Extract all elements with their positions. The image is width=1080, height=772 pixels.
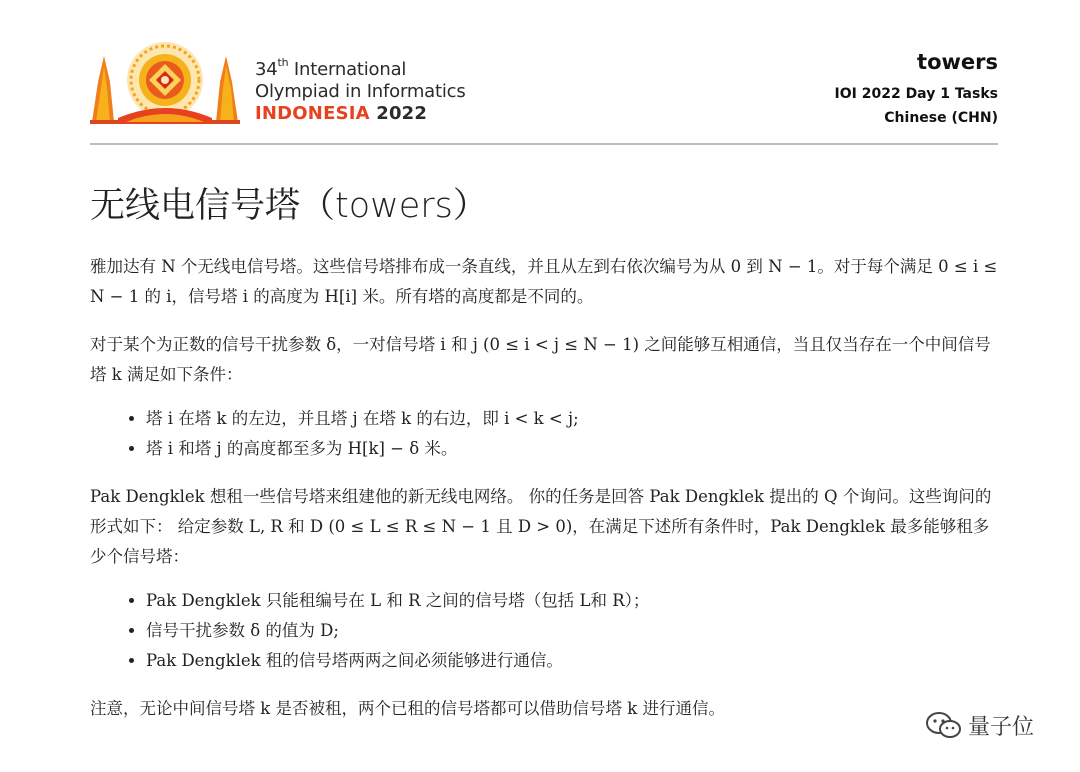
logo-line-3: INDONESIA 2022: [255, 103, 428, 124]
list-item: • 信号干扰参数 δ 的值为 D;: [146, 616, 1005, 646]
paragraph-communication: 对于某个为正数的信号干扰参数 δ，一对信号塔 i 和 j (0 ≤ i < j ≤ N − 1) 之间能够互相通信，当且仅当存在一个中间信号塔 k 满足如下条件：: [90, 335, 991, 384]
header: [90, 38, 998, 142]
list-item: • Pak Dengklek 只能租编号在 L 和 R 之间的信号塔（包括 L和 R）；: [146, 586, 1005, 616]
watermark-text: 量子位: [968, 715, 1035, 740]
logo-line-1: 34th International: [255, 56, 407, 80]
task-language: Chinese (CHN): [884, 110, 998, 126]
watermark: [920, 708, 1060, 744]
paragraph-queries: Pak Dengklek 想租一些信号塔来组建他的新无线电网络。 你的任务是回答 Pak Dengklek 提出的 Q 个询问。这些询问的形式如下： 给定参数 L, R 和 D (0 ≤ L ≤ R ≤ N − 1 且 D > 0)，在满足下述所有条件时，Pak Dengklek 最多能够租多少个信号塔：: [90, 487, 992, 566]
task-name: towers: [917, 50, 998, 74]
header-divider: [90, 143, 998, 145]
page-title: 无线电信号塔（towers）: [90, 186, 488, 226]
task-info: [835, 50, 998, 130]
logo-line-2: Olympiad in Informatics: [255, 81, 466, 102]
list-item: • 塔 i 和塔 j 的高度都至多为 H[k] − δ 米。: [146, 434, 1005, 464]
logo-text: [255, 54, 466, 125]
query-condition-list: [90, 586, 1005, 676]
wechat-icon: [924, 710, 964, 742]
condition-list: [90, 404, 1005, 464]
list-item: • 塔 i 在塔 k 的左边，并且塔 j 在塔 k 的右边，即 i < k < j;: [146, 404, 1005, 434]
problem-statement: [90, 252, 1005, 742]
paragraph-intro: 雅加达有 N 个无线电信号塔。这些信号塔排布成一条直线，并且从左到右依次编号为从 0 到 N − 1。对于每个满足 0 ≤ i ≤ N − 1 的 i，信号塔 i 的高度为 H[i] 米。所有塔的高度都是不同的。: [90, 257, 998, 306]
paragraph-note: 注意，无论中间信号塔 k 是否被租，两个已租的信号塔都可以借助信号塔 k 进行通信。: [90, 699, 725, 718]
task-day: IOI 2022 Day 1 Tasks: [834, 86, 998, 102]
ioi-logo-icon: [90, 38, 250, 126]
list-item: • Pak Dengklek 租的信号塔两两之间必须能够进行通信。: [146, 646, 1005, 676]
